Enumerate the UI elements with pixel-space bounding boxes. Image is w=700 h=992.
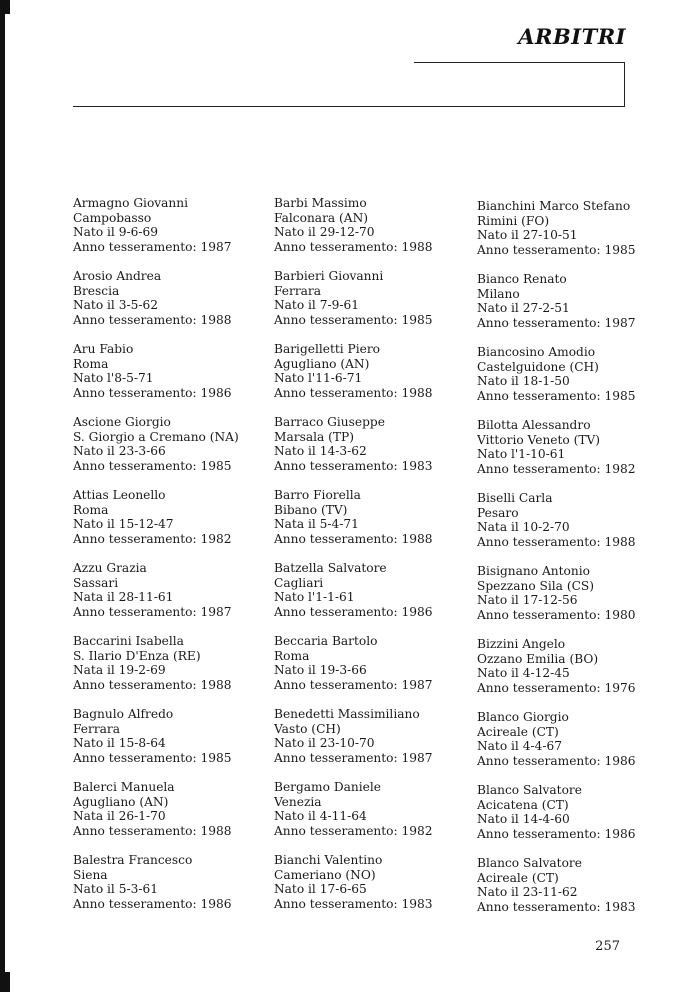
referee-birth: Nato il 27-2-51 xyxy=(477,301,570,316)
header-rule xyxy=(73,106,625,107)
referee-entry xyxy=(73,561,273,634)
referee-entry xyxy=(477,783,677,856)
referee-entry xyxy=(73,853,273,926)
referee-city: Cagliari xyxy=(274,575,324,590)
referee-birth: Nato il 23-3-66 xyxy=(73,444,166,459)
referee-entry xyxy=(274,488,474,561)
referee-birth: Nato l'11-6-71 xyxy=(274,371,363,386)
referee-name: Arosio Andrea xyxy=(73,269,162,283)
referee-birth: Nato il 23-11-62 xyxy=(477,885,578,900)
referee-registration-year: Anno tesseramento: 1983 xyxy=(274,458,433,473)
referee-birth: Nato il 7-9-61 xyxy=(274,298,359,313)
referee-name: Bizzini Angelo xyxy=(477,637,566,651)
referee-birth: Nato l'1-10-61 xyxy=(477,447,566,462)
referee-entry xyxy=(274,196,474,269)
referee-registration-year: Anno tesseramento: 1987 xyxy=(477,315,636,330)
referee-name: Ascione Giorgio xyxy=(73,415,171,429)
referee-name: Bianco Renato xyxy=(477,272,567,286)
referee-birth: Nato il 4-11-64 xyxy=(274,809,367,824)
referee-registration-year: Anno tesseramento: 1988 xyxy=(274,239,433,254)
referee-registration-year: Anno tesseramento: 1987 xyxy=(73,239,232,254)
referee-city: Cameriano (NO) xyxy=(274,867,376,882)
referee-city: Rimini (FO) xyxy=(477,213,550,228)
referee-name: Balestra Francesco xyxy=(73,853,193,867)
header-frame xyxy=(414,62,625,107)
referee-city: Vasto (CH) xyxy=(274,721,341,736)
referee-entry xyxy=(477,272,677,345)
book-spine-edge xyxy=(0,0,5,992)
referee-birth: Nato il 9-6-69 xyxy=(73,225,158,240)
referee-birth: Nato il 27-10-51 xyxy=(477,228,578,243)
referee-city: Roma xyxy=(73,356,109,371)
referee-birth: Nato il 3-5-62 xyxy=(73,298,158,313)
referee-city: Pesaro xyxy=(477,505,519,520)
referee-birth: Nato l'8-5-71 xyxy=(73,371,154,386)
referee-birth: Nato il 29-12-70 xyxy=(274,225,375,240)
referee-entry xyxy=(73,488,273,561)
referee-name: Beccaria Bartolo xyxy=(274,634,378,648)
referee-name: Bilotta Alessandro xyxy=(477,418,591,432)
referee-registration-year: Anno tesseramento: 1988 xyxy=(73,677,232,692)
referee-registration-year: Anno tesseramento: 1988 xyxy=(274,531,433,546)
section-title: ARBITRI xyxy=(518,24,626,49)
referee-registration-year: Anno tesseramento: 1982 xyxy=(274,823,433,838)
referee-city: Agugliano (AN) xyxy=(274,356,370,371)
referee-city: Roma xyxy=(73,502,109,517)
referee-city: S. Giorgio a Cremano (NA) xyxy=(73,429,239,444)
referee-name: Barigelletti Piero xyxy=(274,342,381,356)
referee-city: Ferrara xyxy=(274,283,322,298)
referee-entry xyxy=(73,415,273,488)
referee-entry xyxy=(477,199,677,272)
referee-entry xyxy=(477,418,677,491)
referee-registration-year: Anno tesseramento: 1987 xyxy=(274,750,433,765)
referee-birth: Nato il 17-12-56 xyxy=(477,593,578,608)
referee-city: Ozzano Emilia (BO) xyxy=(477,651,599,666)
referee-registration-year: Anno tesseramento: 1987 xyxy=(274,677,433,692)
referee-registration-year: Anno tesseramento: 1988 xyxy=(274,385,433,400)
referee-column-2 xyxy=(274,196,474,926)
referee-registration-year: Anno tesseramento: 1982 xyxy=(73,531,232,546)
referee-registration-year: Anno tesseramento: 1983 xyxy=(274,896,433,911)
referee-name: Armagno Giovanni xyxy=(73,196,189,210)
referee-registration-year: Anno tesseramento: 1986 xyxy=(274,604,433,619)
referee-name: Bagnulo Alfredo xyxy=(73,707,174,721)
referee-column-1 xyxy=(73,196,273,926)
referee-entry xyxy=(274,415,474,488)
referee-entry xyxy=(477,856,677,929)
referee-entry xyxy=(274,269,474,342)
referee-column-3 xyxy=(477,199,677,929)
referee-entry xyxy=(73,269,273,342)
referee-registration-year: Anno tesseramento: 1988 xyxy=(477,534,636,549)
referee-city: Siena xyxy=(73,867,108,882)
referee-name: Bisignano Antonio xyxy=(477,564,590,578)
referee-name: Bergamo Daniele xyxy=(274,780,381,794)
referee-city: Milano xyxy=(477,286,520,301)
referee-birth: Nato l'1-1-61 xyxy=(274,590,355,605)
referee-entry xyxy=(477,637,677,710)
referee-entry xyxy=(274,634,474,707)
referee-registration-year: Anno tesseramento: 1985 xyxy=(73,750,232,765)
referee-name: Baccarini Isabella xyxy=(73,634,184,648)
referee-city: Marsala (TP) xyxy=(274,429,354,444)
page-number: 257 xyxy=(595,939,620,954)
referee-city: Falconara (AN) xyxy=(274,210,369,225)
book-spine-top xyxy=(0,0,10,14)
referee-entry xyxy=(73,342,273,415)
referee-name: Azzu Grazia xyxy=(73,561,147,575)
referee-city: Vittorio Veneto (TV) xyxy=(477,432,601,447)
referee-entry xyxy=(274,561,474,634)
referee-entry xyxy=(477,345,677,418)
referee-birth: Nato il 5-3-61 xyxy=(73,882,158,897)
referee-birth: Nato il 14-3-62 xyxy=(274,444,367,459)
referee-city: Ferrara xyxy=(73,721,121,736)
referee-name: Benedetti Massimiliano xyxy=(274,707,420,721)
referee-birth: Nata il 10-2-70 xyxy=(477,520,570,535)
referee-city: Acicatena (CT) xyxy=(477,797,569,812)
referee-birth: Nato il 4-4-67 xyxy=(477,739,562,754)
referee-entry xyxy=(477,710,677,783)
referee-registration-year: Anno tesseramento: 1985 xyxy=(274,312,433,327)
referee-name: Balerci Manuela xyxy=(73,780,175,794)
referee-registration-year: Anno tesseramento: 1988 xyxy=(73,823,232,838)
referee-registration-year: Anno tesseramento: 1986 xyxy=(477,826,636,841)
referee-registration-year: Anno tesseramento: 1988 xyxy=(73,312,232,327)
referee-birth: Nata il 5-4-71 xyxy=(274,517,359,532)
referee-city: Venezia xyxy=(274,794,322,809)
referee-name: Barro Fiorella xyxy=(274,488,361,502)
referee-birth: Nata il 28-11-61 xyxy=(73,590,174,605)
referee-birth: Nato il 15-8-64 xyxy=(73,736,166,751)
referee-registration-year: Anno tesseramento: 1980 xyxy=(477,607,636,622)
referee-name: Batzella Salvatore xyxy=(274,561,387,575)
referee-entry xyxy=(73,196,273,269)
referee-name: Biselli Carla xyxy=(477,491,553,505)
referee-name: Aru Fabio xyxy=(73,342,134,356)
referee-city: Bibano (TV) xyxy=(274,502,348,517)
referee-birth: Nato il 17-6-65 xyxy=(274,882,367,897)
referee-city: Brescia xyxy=(73,283,120,298)
referee-city: Campobasso xyxy=(73,210,152,225)
referee-name: Biancosino Amodio xyxy=(477,345,596,359)
referee-entry xyxy=(477,491,677,564)
referee-name: Blanco Salvatore xyxy=(477,783,582,797)
referee-birth: Nata il 19-2-69 xyxy=(73,663,166,678)
referee-birth: Nato il 23-10-70 xyxy=(274,736,375,751)
referee-registration-year: Anno tesseramento: 1983 xyxy=(477,899,636,914)
referee-city: Spezzano Sila (CS) xyxy=(477,578,595,593)
referee-birth: Nato il 4-12-45 xyxy=(477,666,570,681)
referee-name: Barbieri Giovanni xyxy=(274,269,384,283)
referee-entry xyxy=(477,564,677,637)
referee-city: Roma xyxy=(274,648,310,663)
referee-city: Sassari xyxy=(73,575,119,590)
referee-birth: Nato il 14-4-60 xyxy=(477,812,570,827)
referee-city: Acireale (CT) xyxy=(477,870,559,885)
referee-registration-year: Anno tesseramento: 1986 xyxy=(73,896,232,911)
referee-name: Blanco Giorgio xyxy=(477,710,569,724)
referee-birth: Nato il 15-12-47 xyxy=(73,517,174,532)
referee-entry xyxy=(274,707,474,780)
referee-entry xyxy=(274,780,474,853)
referee-birth: Nato il 19-3-66 xyxy=(274,663,367,678)
referee-name: Barraco Giuseppe xyxy=(274,415,385,429)
referee-name: Bianchini Marco Stefano xyxy=(477,199,631,213)
referee-entry xyxy=(73,780,273,853)
referee-registration-year: Anno tesseramento: 1982 xyxy=(477,461,636,476)
referee-entry xyxy=(274,853,474,926)
referee-registration-year: Anno tesseramento: 1976 xyxy=(477,680,636,695)
referee-city: Castelguidone (CH) xyxy=(477,359,599,374)
referee-birth: Nata il 26-1-70 xyxy=(73,809,166,824)
book-spine-bottom xyxy=(0,972,10,992)
referee-name: Barbi Massimo xyxy=(274,196,367,210)
referee-name: Attias Leonello xyxy=(73,488,166,502)
referee-entry xyxy=(73,707,273,780)
referee-registration-year: Anno tesseramento: 1986 xyxy=(73,385,232,400)
referee-city: Acireale (CT) xyxy=(477,724,559,739)
referee-registration-year: Anno tesseramento: 1986 xyxy=(477,753,636,768)
referee-city: S. Ilario D'Enza (RE) xyxy=(73,648,201,663)
referee-entry xyxy=(73,634,273,707)
referee-city: Agugliano (AN) xyxy=(73,794,169,809)
referee-registration-year: Anno tesseramento: 1985 xyxy=(73,458,232,473)
referee-birth: Nato il 18-1-50 xyxy=(477,374,570,389)
referee-registration-year: Anno tesseramento: 1985 xyxy=(477,388,636,403)
referee-entry xyxy=(274,342,474,415)
referee-registration-year: Anno tesseramento: 1985 xyxy=(477,242,636,257)
referee-registration-year: Anno tesseramento: 1987 xyxy=(73,604,232,619)
referee-name: Blanco Salvatore xyxy=(477,856,582,870)
referee-name: Bianchi Valentino xyxy=(274,853,383,867)
